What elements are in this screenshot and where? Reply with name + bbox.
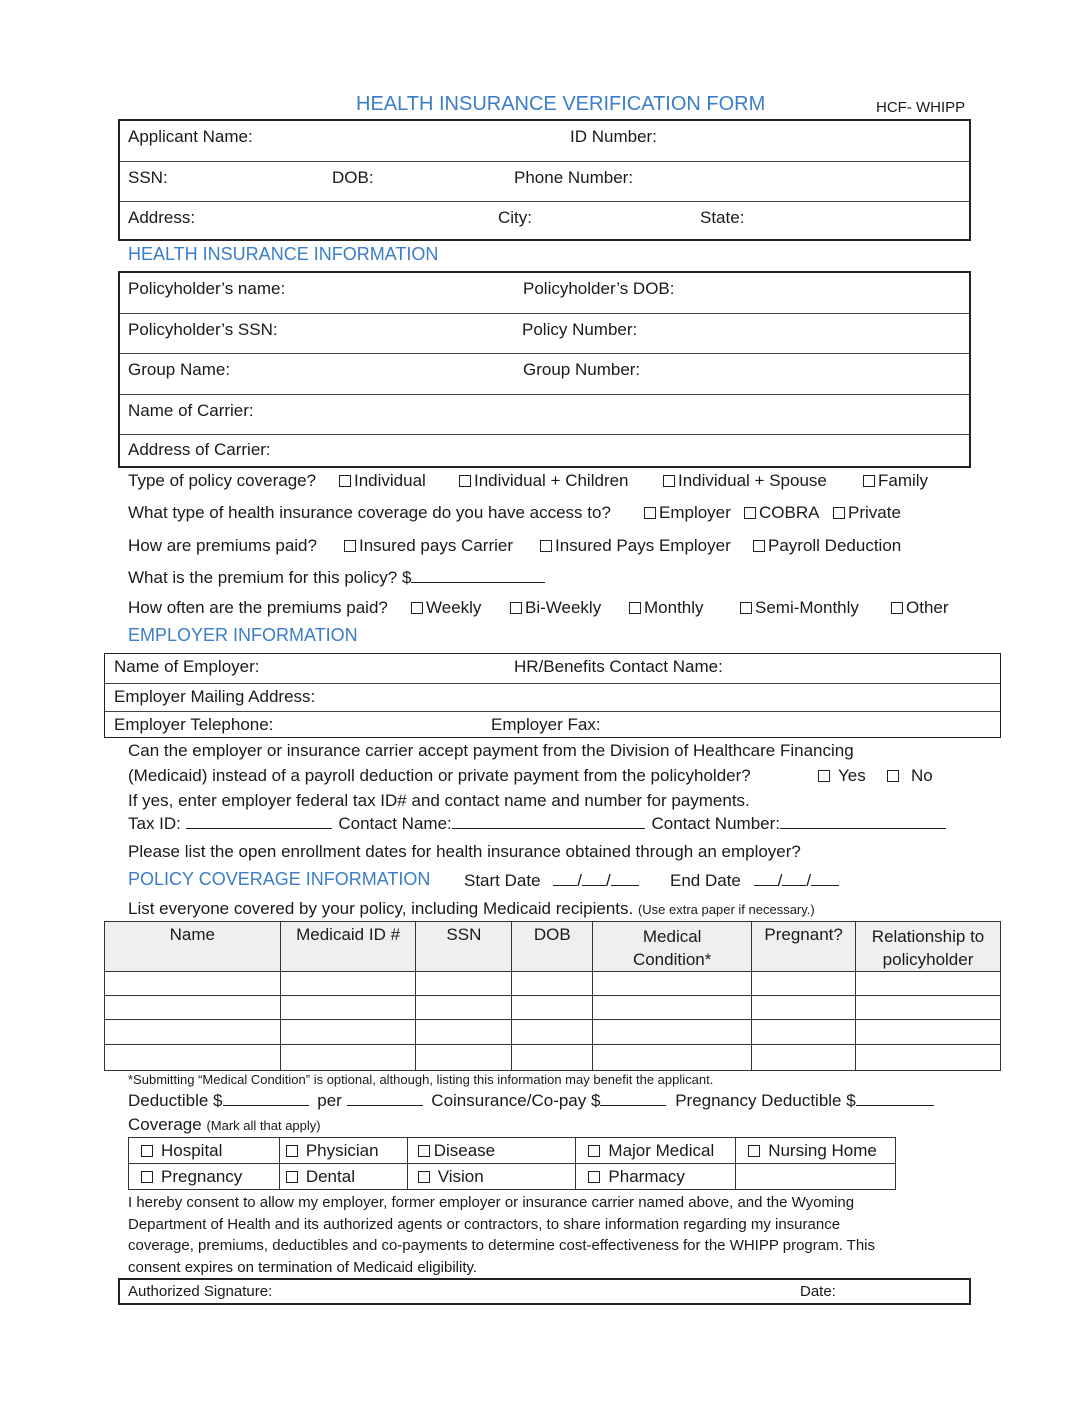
header-relationship: Relationship to policyholder <box>856 922 1001 972</box>
city-label[interactable]: City: <box>498 208 532 227</box>
checkbox-icon[interactable] <box>286 1171 298 1183</box>
tax-id-field: Tax ID: Contact Name: Contact Number: <box>128 814 946 834</box>
checkbox-icon[interactable] <box>818 770 830 782</box>
applicant-name-label[interactable]: Applicant Name: <box>128 127 253 146</box>
checkbox-icon[interactable] <box>833 507 845 519</box>
coverage-nursing-home[interactable]: Nursing Home <box>736 1138 896 1164</box>
applicant-box <box>118 119 971 241</box>
coverage-type-family[interactable]: Family <box>863 471 928 491</box>
applicant-row-1 <box>120 121 969 161</box>
header-medical-condition: Medical Condition* <box>593 922 752 972</box>
access-cobra[interactable]: COBRA <box>744 503 819 523</box>
table-row <box>105 996 1001 1020</box>
table-header-row <box>105 922 1001 972</box>
coinsurance-input[interactable] <box>600 1091 666 1106</box>
consent-line-2: Department of Health and its authorized agents or contractors, to share information regarding my insurance <box>128 1216 841 1233</box>
medicaid-question-line1: Can the employer or insurance carrier accept payment from the Division of Healthcare Financing <box>128 741 854 760</box>
checkbox-icon[interactable] <box>629 602 641 614</box>
health-row-2 <box>120 313 969 353</box>
medicaid-no[interactable]: No <box>887 766 933 786</box>
checkbox-icon[interactable] <box>744 507 756 519</box>
health-box <box>118 271 971 468</box>
header-medicaid-id: Medicaid ID # <box>280 922 416 972</box>
carrier-name-label[interactable]: Name of Carrier: <box>128 401 254 420</box>
employer-row-1 <box>105 654 1000 683</box>
health-section-heading: HEALTH INSURANCE INFORMATION <box>128 244 439 264</box>
employer-name-label[interactable]: Name of Employer: <box>114 657 260 676</box>
checkbox-icon[interactable] <box>540 540 552 552</box>
coverage-major-medical[interactable]: Major Medical <box>576 1138 736 1164</box>
table-row <box>105 1020 1001 1045</box>
phone-label[interactable]: Phone Number: <box>514 168 634 187</box>
coverage-physician[interactable]: Physician <box>279 1138 407 1164</box>
coverage-dental[interactable]: Dental <box>279 1164 407 1190</box>
covered-persons-table <box>104 921 1001 1071</box>
end-month-input[interactable] <box>754 871 778 886</box>
medical-condition-footnote: *Submitting “Medical Condition” is optional, although, listing this information may benefit the applicant. <box>128 1072 714 1087</box>
checkbox-icon[interactable] <box>344 540 356 552</box>
contact-number-label: Contact Number: <box>651 814 780 833</box>
consent-line-3: coverage, premiums, deductibles and co-payments to determine cost-effectiveness for the WHIPP program. This <box>128 1237 876 1254</box>
coverage-pharmacy[interactable]: Pharmacy <box>576 1164 736 1190</box>
deductible-line: Deductible $ per Coinsurance/Co-pay $ Pregnancy Deductible $ <box>128 1091 934 1111</box>
group-number-label[interactable]: Group Number: <box>523 360 641 379</box>
id-number-label[interactable]: ID Number: <box>570 127 657 146</box>
start-day-input[interactable] <box>582 871 606 886</box>
tax-id-input[interactable] <box>186 814 332 829</box>
checkbox-icon[interactable] <box>748 1145 760 1157</box>
header-name: Name <box>105 922 281 972</box>
medicaid-question-line3: If yes, enter employer federal tax ID# and contact name and number for payments. <box>128 791 750 810</box>
carrier-address-label[interactable]: Address of Carrier: <box>128 440 271 459</box>
checkbox-icon[interactable] <box>418 1171 430 1183</box>
premiums-paid-carrier[interactable]: Insured pays Carrier <box>344 536 513 556</box>
access-question: What type of health insurance coverage do you have access to? <box>128 503 611 522</box>
checkbox-icon[interactable] <box>740 602 752 614</box>
frequency-weekly[interactable]: Weekly <box>411 598 481 618</box>
deductible-input[interactable] <box>223 1091 309 1106</box>
header-ssn: SSN <box>416 922 512 972</box>
checkbox-icon[interactable] <box>588 1145 600 1157</box>
health-row-1 <box>120 273 969 313</box>
medicaid-yes[interactable]: Yes <box>818 766 866 786</box>
coverage-type-question: Type of policy coverage? <box>128 471 317 490</box>
employer-section-heading: EMPLOYER INFORMATION <box>128 625 358 645</box>
contact-name-label: Contact Name: <box>338 814 452 833</box>
checkbox-icon[interactable] <box>644 507 656 519</box>
list-everyone-text: List everyone covered by your policy, including Medicaid recipients. (Use extra paper if necessary.) <box>128 899 815 918</box>
employer-box <box>104 653 1001 738</box>
contact-number-input[interactable] <box>780 814 946 829</box>
coverage-vision[interactable]: Vision <box>407 1164 576 1190</box>
checkbox-icon[interactable] <box>887 770 899 782</box>
premium-amount-field[interactable] <box>411 568 545 583</box>
access-private[interactable]: Private <box>833 503 901 523</box>
address-label[interactable]: Address: <box>128 208 196 227</box>
end-date-field: End Date / / <box>670 871 839 891</box>
coverage-hospital[interactable]: Hospital <box>129 1138 280 1164</box>
applicant-row-2 <box>120 161 969 201</box>
header-dob: DOB <box>512 922 593 972</box>
employer-fax-label[interactable]: Employer Fax: <box>491 715 601 734</box>
coverage-type-individual-children[interactable]: Individual + Children <box>459 471 629 491</box>
coverage-type-individual[interactable]: Individual <box>339 471 426 491</box>
checkbox-icon[interactable] <box>339 475 351 487</box>
form-code: HCF- WHIPP <box>876 99 966 116</box>
contact-name-input[interactable] <box>452 814 645 829</box>
employer-mailing-label[interactable]: Employer Mailing Address: <box>114 687 316 706</box>
table-row <box>105 1045 1001 1071</box>
coverage-pregnancy[interactable]: Pregnancy <box>129 1164 280 1190</box>
premiums-paid-employer[interactable]: Insured Pays Employer <box>540 536 731 556</box>
coverage-row-2 <box>129 1164 896 1190</box>
table-row <box>105 972 1001 996</box>
premiums-paid-payroll[interactable]: Payroll Deduction <box>753 536 901 556</box>
frequency-monthly[interactable]: Monthly <box>629 598 704 618</box>
pregnancy-deductible-input[interactable] <box>856 1091 934 1106</box>
checkbox-icon[interactable] <box>411 602 423 614</box>
consent-line-4: consent expires on termination of Medicaid eligibility. <box>128 1259 478 1276</box>
header-pregnant: Pregnant? <box>752 922 856 972</box>
start-year-input[interactable] <box>611 871 639 886</box>
dob-label[interactable]: DOB: <box>332 168 374 187</box>
medicaid-question-line2: (Medicaid) instead of a payroll deduction or private payment from the policyholder? <box>128 766 751 785</box>
date-label[interactable]: Date: <box>800 1283 836 1300</box>
applicant-row-3 <box>120 201 969 241</box>
checkbox-icon[interactable] <box>510 602 522 614</box>
employer-row-3 <box>105 711 1000 738</box>
checkbox-icon[interactable] <box>459 475 471 487</box>
hr-contact-label[interactable]: HR/Benefits Contact Name: <box>514 657 723 676</box>
state-label[interactable]: State: <box>700 208 745 227</box>
coverage-heading: Coverage (Mark all that apply) <box>128 1115 321 1134</box>
checkbox-icon[interactable] <box>141 1171 153 1183</box>
coverage-row-1 <box>129 1138 896 1164</box>
group-name-label[interactable]: Group Name: <box>128 360 231 379</box>
access-employer[interactable]: Employer <box>644 503 731 523</box>
frequency-other[interactable]: Other <box>891 598 949 618</box>
frequency-biweekly[interactable]: Bi-Weekly <box>510 598 601 618</box>
health-row-5 <box>120 434 969 468</box>
checkbox-icon[interactable] <box>891 602 903 614</box>
policy-number-label[interactable]: Policy Number: <box>522 320 638 339</box>
coverage-type-individual-spouse[interactable]: Individual + Spouse <box>663 471 827 491</box>
checkbox-icon[interactable] <box>588 1171 600 1183</box>
checkbox-icon[interactable] <box>141 1145 153 1157</box>
deductible-per-input[interactable] <box>347 1091 423 1106</box>
premium-amount-question: What is the premium for this policy? $ <box>128 568 545 588</box>
employer-row-2 <box>105 683 1000 711</box>
coverage-empty <box>736 1164 896 1190</box>
checkbox-icon[interactable] <box>753 540 765 552</box>
health-row-3 <box>120 353 969 394</box>
end-year-input[interactable] <box>811 871 839 886</box>
policyholder-name-label[interactable]: Policyholder’s name: <box>128 279 286 298</box>
coverage-disease[interactable]: Disease <box>407 1138 576 1164</box>
enrollment-question: Please list the open enrollment dates for health insurance obtained through an employer? <box>128 842 801 861</box>
premiums-paid-question: How are premiums paid? <box>128 536 317 555</box>
frequency-question: How often are the premiums paid? <box>128 598 388 617</box>
policyholder-dob-label[interactable]: Policyholder’s DOB: <box>523 279 675 298</box>
end-day-input[interactable] <box>782 871 806 886</box>
consent-line-1: I hereby consent to allow my employer, former employer or insurance carrier named above, and the Wyoming <box>128 1194 855 1211</box>
checkbox-icon[interactable] <box>663 475 675 487</box>
start-date-field: Start Date / / <box>464 871 639 891</box>
policy-section-heading: POLICY COVERAGE INFORMATION <box>128 869 431 889</box>
signature-box <box>118 1278 971 1305</box>
health-row-4 <box>120 394 969 434</box>
frequency-semimonthly[interactable]: Semi-Monthly <box>740 598 859 618</box>
signature-label[interactable]: Authorized Signature: <box>128 1283 273 1300</box>
checkbox-icon[interactable] <box>418 1145 430 1157</box>
extra-paper-note: (Use extra paper if necessary.) <box>637 902 815 917</box>
employer-telephone-label[interactable]: Employer Telephone: <box>114 715 274 734</box>
ssn-label[interactable]: SSN: <box>128 168 168 187</box>
start-month-input[interactable] <box>553 871 577 886</box>
form-title: HEALTH INSURANCE VERIFICATION FORM <box>356 93 766 115</box>
coverage-table <box>128 1137 896 1190</box>
policyholder-ssn-label[interactable]: Policyholder’s SSN: <box>128 320 278 339</box>
checkbox-icon[interactable] <box>286 1145 298 1157</box>
checkbox-icon[interactable] <box>863 475 875 487</box>
